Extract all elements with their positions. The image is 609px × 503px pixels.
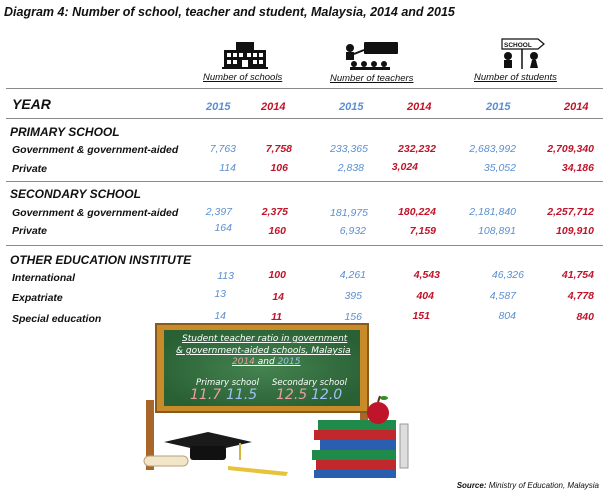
classroom-teacher-icon bbox=[340, 40, 400, 70]
board-line-1: Student teacher ratio in government bbox=[182, 334, 348, 344]
board-secondary-label: Secondary school bbox=[272, 378, 347, 388]
diagram-title: Diagram 4: Number of school, teacher and student, Malaysia, 2014 and 2015 bbox=[4, 5, 455, 19]
table-cell: 395 bbox=[344, 290, 362, 302]
table-cell: 14 bbox=[272, 291, 284, 303]
table-cell: 7,159 bbox=[409, 225, 436, 237]
source-text: Ministry of Education, Malaysia bbox=[486, 481, 599, 490]
board-secondary-2015: 12.0 bbox=[311, 387, 343, 403]
table-cell: 6,932 bbox=[339, 225, 366, 237]
board-primary-2015: 11.5 bbox=[226, 387, 258, 403]
table-cell: 100 bbox=[268, 269, 286, 281]
table-cell: 34,186 bbox=[561, 162, 594, 174]
board-year-2015: 2015 bbox=[277, 357, 301, 367]
table-cell: 804 bbox=[498, 310, 516, 322]
table-cell: 7,763 bbox=[209, 143, 236, 155]
board-primary-label: Primary school bbox=[196, 378, 259, 388]
table-cell: 156 bbox=[344, 311, 362, 323]
table-cell: 108,891 bbox=[478, 225, 516, 237]
table-cell: 14 bbox=[214, 310, 226, 322]
section-other: OTHER EDUCATION INSTITUTE bbox=[10, 253, 192, 267]
table-cell: 181,975 bbox=[330, 207, 368, 219]
board-line-3 bbox=[232, 357, 300, 367]
year-header: YEAR bbox=[12, 96, 51, 112]
table-cell: 2,257,712 bbox=[547, 206, 594, 218]
table-cell: 114 bbox=[219, 162, 236, 174]
table-cell: 2,838 bbox=[337, 162, 364, 174]
students-2014-header: 2014 bbox=[564, 101, 589, 113]
row-label: Private bbox=[12, 225, 48, 237]
teachers-2014-header: 2014 bbox=[407, 101, 432, 113]
table-cell: 4,543 bbox=[413, 269, 440, 281]
table-cell: 2,375 bbox=[261, 206, 288, 218]
table-cell: 109,910 bbox=[556, 225, 594, 237]
category-schools: Number of schools bbox=[203, 72, 283, 83]
table-cell: 2,709,340 bbox=[547, 143, 594, 155]
school-building-icon bbox=[222, 40, 268, 70]
table-cell: 2,397 bbox=[205, 206, 232, 218]
table-cell: 106 bbox=[270, 162, 288, 174]
divider bbox=[6, 245, 603, 246]
source-label: Source: bbox=[456, 481, 487, 490]
table-cell: 4,587 bbox=[489, 290, 516, 302]
school-sign-students-icon bbox=[494, 36, 548, 70]
row-label: Government & government-aided bbox=[12, 207, 179, 219]
row-label: Special education bbox=[12, 313, 102, 325]
divider bbox=[6, 118, 603, 119]
students-2015-header: 2015 bbox=[486, 101, 511, 113]
source-note bbox=[457, 481, 599, 490]
row-label: Government & government-aided bbox=[12, 144, 179, 156]
table-cell: 46,326 bbox=[491, 269, 524, 281]
table-cell: 4,261 bbox=[339, 269, 366, 281]
table-cell: 35,052 bbox=[483, 162, 516, 174]
schools-2015-header: 2015 bbox=[206, 101, 231, 113]
table-cell: 13 bbox=[214, 288, 226, 300]
category-teachers: Number of teachers bbox=[330, 73, 414, 84]
table-cell: 11 bbox=[271, 311, 282, 323]
table-cell: 840 bbox=[576, 311, 594, 323]
divider bbox=[6, 181, 603, 182]
teachers-2015-header: 2015 bbox=[339, 101, 364, 113]
table-cell: 2,181,840 bbox=[469, 206, 516, 218]
table-cell: 7,758 bbox=[265, 143, 292, 155]
board-primary-2014: 11.7 bbox=[190, 387, 222, 403]
row-label: Expatriate bbox=[12, 292, 63, 304]
section-primary: PRIMARY SCHOOL bbox=[10, 125, 120, 139]
table-cell: 4,778 bbox=[567, 290, 594, 302]
divider bbox=[6, 88, 603, 89]
table-cell: 404 bbox=[416, 290, 434, 302]
table-cell: 180,224 bbox=[398, 206, 436, 218]
table-cell: 233,365 bbox=[330, 143, 368, 155]
table-cell: 232,232 bbox=[398, 143, 436, 155]
table-cell: 151 bbox=[412, 310, 430, 322]
board-line-2: & government-aided schools, Malaysia bbox=[176, 346, 351, 356]
board-secondary-2014: 12.5 bbox=[276, 387, 308, 403]
schools-2014-header: 2014 bbox=[261, 101, 286, 113]
section-secondary: SECONDARY SCHOOL bbox=[10, 187, 141, 201]
row-label: International bbox=[12, 272, 76, 284]
table-cell: 164 bbox=[214, 222, 232, 234]
board-and: and bbox=[254, 357, 278, 367]
table-cell: 160 bbox=[268, 225, 286, 237]
school-sign-text: SCHOOL bbox=[504, 42, 532, 49]
table-cell: 113 bbox=[217, 270, 234, 282]
category-students: Number of students bbox=[474, 72, 557, 83]
table-cell: 41,754 bbox=[561, 269, 594, 281]
table-cell: 2,683,992 bbox=[469, 143, 516, 155]
table-cell: 3,024 bbox=[391, 161, 418, 173]
row-label: Private bbox=[12, 163, 48, 175]
board-year-2014: 2014 bbox=[232, 357, 255, 367]
